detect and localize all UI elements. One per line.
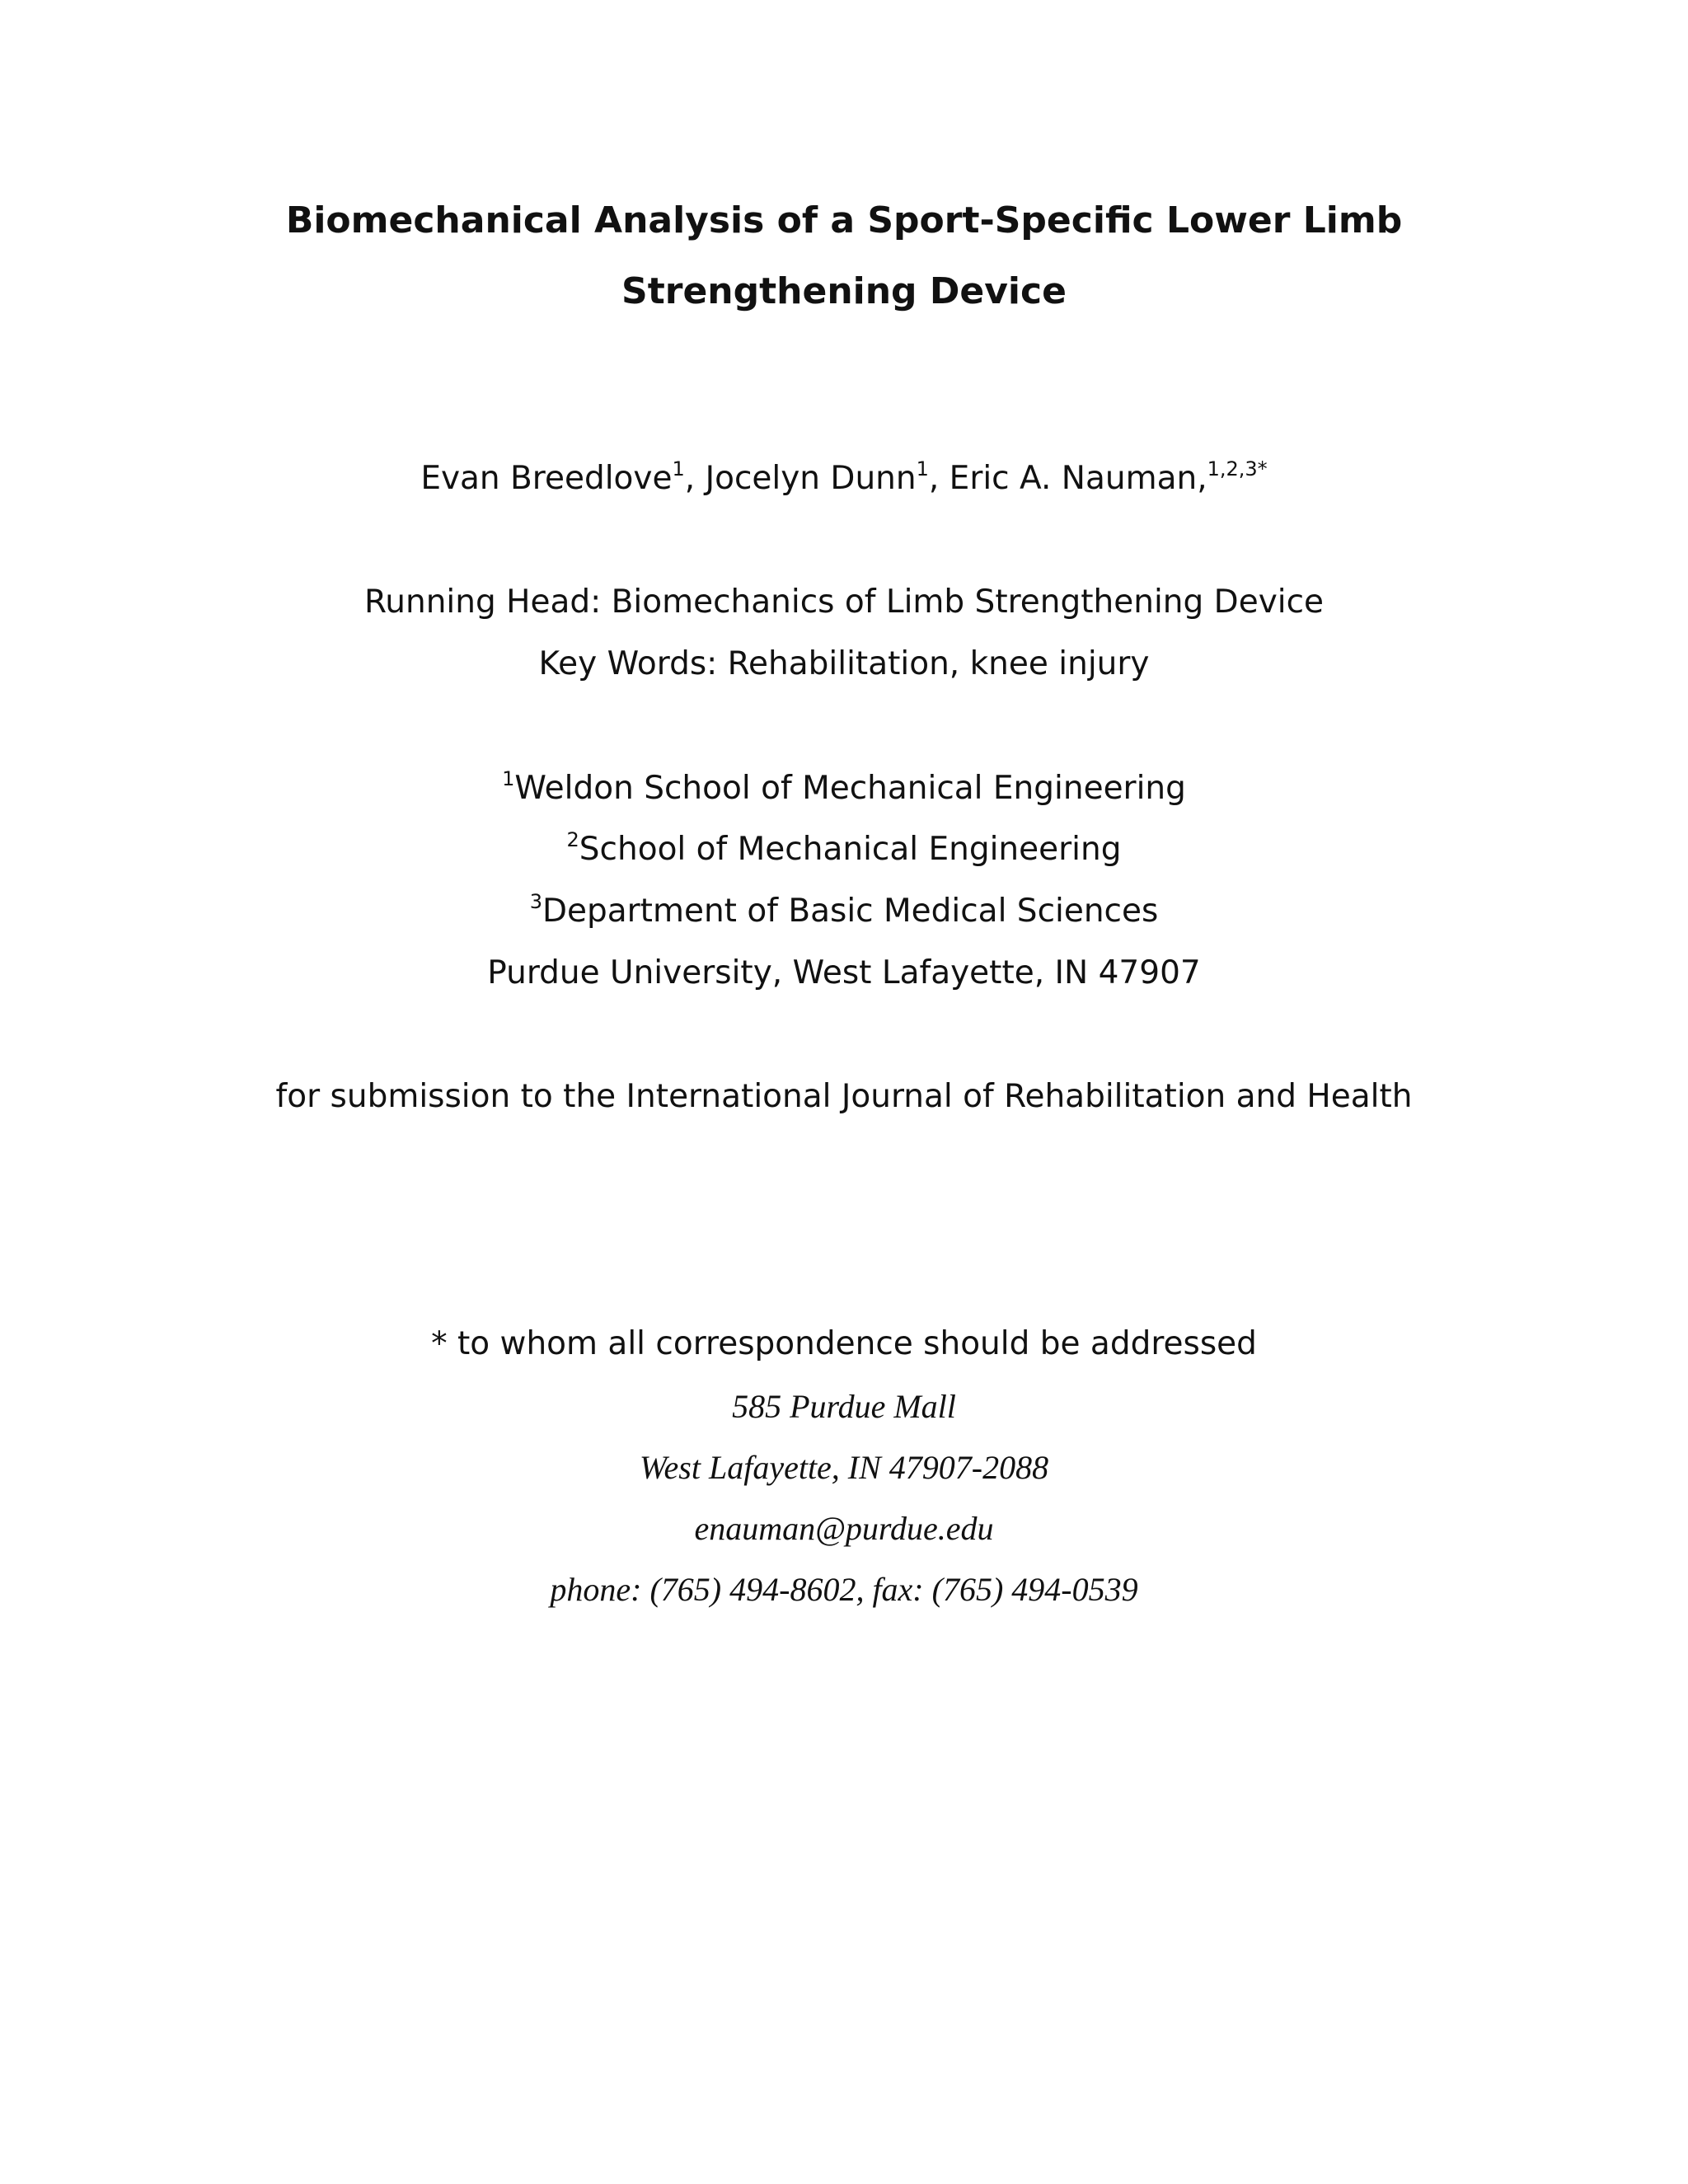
author-list bbox=[0, 458, 1688, 499]
author-name: Eric A. Nauman, bbox=[949, 460, 1207, 497]
correspondence-note: * to whom all correspondence should be addressed bbox=[431, 1325, 1257, 1362]
submission-note: for submission to the International Journal of Rehabilitation and Health bbox=[275, 1078, 1413, 1115]
author-separator: , bbox=[928, 460, 950, 497]
author-separator: , bbox=[684, 460, 706, 497]
correspondence-street: 585 Purdue Mall bbox=[732, 1388, 956, 1425]
author-affiliation-mark: 1 bbox=[916, 457, 929, 480]
correspondence-phone-fax: phone: (765) 494-8602, fax: (765) 494-0539 bbox=[550, 1571, 1138, 1608]
running-head: Running Head: Biomechanics of Limb Strengthening Device bbox=[363, 583, 1325, 621]
affiliation-mark: 3 bbox=[529, 890, 542, 913]
correspondence-email: enauman@purdue.edu bbox=[694, 1510, 994, 1547]
affiliation-text: School of Mechanical Engineering bbox=[579, 831, 1122, 868]
affiliation-2 bbox=[0, 829, 1688, 870]
affiliation-1 bbox=[0, 768, 1688, 809]
author-name: Jocelyn Dunn bbox=[705, 460, 917, 497]
author-name: Evan Breedlove bbox=[420, 460, 673, 497]
affiliation-text: Weldon School of Mechanical Engineering bbox=[514, 770, 1186, 807]
author-affiliation-mark: 1,2,3* bbox=[1207, 457, 1268, 480]
affiliation-mark: 2 bbox=[566, 828, 579, 851]
affiliation-text: Department of Basic Medical Sciences bbox=[542, 893, 1159, 930]
university-address: Purdue University, West Lafayette, IN 47907 bbox=[487, 954, 1201, 991]
key-words: Key Words: Rehabilitation, knee injury bbox=[538, 645, 1150, 682]
paper-title-line-1: Biomechanical Analysis of a Sport-Specific Lower Limb bbox=[285, 199, 1403, 241]
paper-title-line-2: Strengthening Device bbox=[621, 270, 1067, 312]
correspondence-city: West Lafayette, IN 47907-2088 bbox=[639, 1449, 1049, 1486]
affiliation-3 bbox=[0, 891, 1688, 932]
affiliation-mark: 1 bbox=[502, 767, 515, 790]
author-affiliation-mark: 1 bbox=[672, 457, 685, 480]
